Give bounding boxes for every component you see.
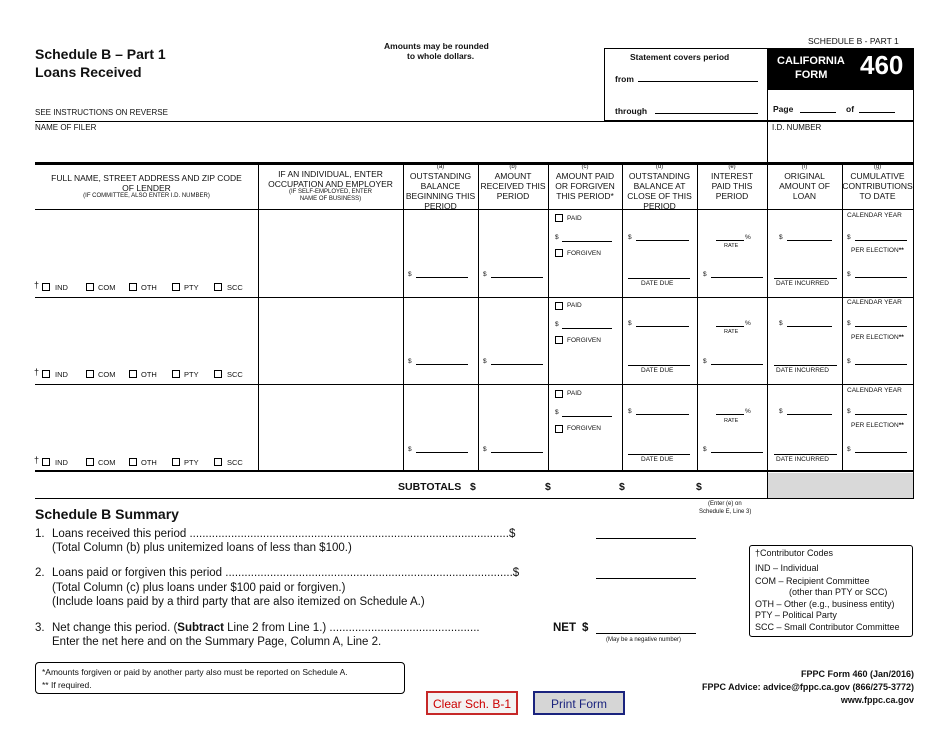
ind-label: IND <box>55 283 68 292</box>
dollar-sign: $ <box>847 408 851 415</box>
date-due-label: DATE DUE <box>641 280 674 287</box>
subtotal-e-field[interactable] <box>706 476 764 494</box>
pty-label: PTY <box>184 283 199 292</box>
per-election-text: PER ELECTION <box>851 334 899 341</box>
amount-received-field[interactable] <box>491 452 543 453</box>
oth-label: OTH <box>141 283 157 292</box>
balance-beginning-field[interactable] <box>416 452 468 453</box>
calendar-year-field[interactable] <box>855 414 907 415</box>
col-divider <box>697 165 698 470</box>
summary-title: Schedule B Summary <box>35 506 179 522</box>
paid-checkbox[interactable] <box>555 390 563 398</box>
row-divider <box>35 470 914 472</box>
code-scc: SCC – Small Contributor Committee <box>755 622 900 632</box>
subtotal-e-dollar: $ <box>696 481 702 493</box>
paid-checkbox[interactable] <box>555 214 563 222</box>
per-election-field[interactable] <box>855 452 907 453</box>
dollar-sign: $ <box>628 320 632 327</box>
row-divider <box>35 384 914 385</box>
per-election-text: PER ELECTION <box>851 247 899 254</box>
rate-label: RATE <box>724 243 739 249</box>
footnote-2: ** If required. <box>42 680 92 690</box>
scc-label: SCC <box>227 283 243 292</box>
interest-rate-field[interactable] <box>716 414 744 415</box>
original-amount-field[interactable] <box>787 414 832 415</box>
line2-field[interactable] <box>596 578 696 579</box>
dollar-sign: $ <box>779 320 783 327</box>
scc-checkbox[interactable] <box>214 458 222 466</box>
balance-close-field[interactable] <box>636 326 689 327</box>
forgiven-checkbox[interactable] <box>555 336 563 344</box>
rounding-note: Amounts may be rounded <box>384 41 489 51</box>
dollar-sign: $ <box>779 234 783 241</box>
subtotal-a-field[interactable] <box>480 476 542 494</box>
subtotal-a-dollar: $ <box>470 481 476 493</box>
form-number: 460 <box>860 50 904 80</box>
ind-checkbox[interactable] <box>42 370 50 378</box>
col-header-e: (e) INTEREST PAID THIS PERIOD <box>710 164 754 201</box>
com-label: COM <box>98 283 116 292</box>
enter-note-2: Schedule E, Line 3) <box>699 509 752 515</box>
forgiven-checkbox[interactable] <box>555 425 563 433</box>
dollar-sign: $ <box>703 271 707 278</box>
interest-paid-field[interactable] <box>711 277 763 278</box>
scc-label: SCC <box>227 370 243 379</box>
line1-text: Loans received this period ....................................................................................................$ <box>52 528 516 540</box>
per-election-label <box>851 247 904 254</box>
balance-close-field[interactable] <box>636 240 689 241</box>
amount-received-field[interactable] <box>491 364 543 365</box>
date-due-field[interactable] <box>628 365 690 366</box>
dollar-sign: $ <box>483 446 487 453</box>
date-due-label: DATE DUE <box>641 367 674 374</box>
com-checkbox[interactable] <box>86 458 94 466</box>
interest-paid-field[interactable] <box>711 452 763 453</box>
percent-sign: % <box>745 320 751 327</box>
double-star: ** <box>898 422 904 429</box>
per-election-field[interactable] <box>855 364 907 365</box>
page-title: Schedule B – Part 1 <box>35 46 166 62</box>
calendar-year-field[interactable] <box>855 326 907 327</box>
col-divider <box>548 165 549 470</box>
dollar-sign: $ <box>483 358 487 365</box>
see-instructions: SEE INSTRUCTIONS ON REVERSE <box>35 108 168 117</box>
dollar-sign: $ <box>408 358 412 365</box>
statement-period-label: Statement covers period <box>630 52 730 62</box>
of-label: of <box>846 104 855 114</box>
date-incurred-field[interactable] <box>774 454 837 455</box>
occupation-field[interactable] <box>261 300 399 380</box>
col-header-occupation: IF AN INDIVIDUAL, ENTER OCCUPATION AND EMPLOYER (IF SELF-EMPLOYED, ENTER NAME OF BUSINESS) <box>268 169 393 202</box>
amount-paid-field[interactable] <box>562 328 612 329</box>
oth-label: OTH <box>141 458 157 467</box>
through-label: through <box>615 106 648 116</box>
line1-field[interactable] <box>596 538 696 539</box>
row-divider <box>35 297 914 298</box>
col-header-a: (a) OUTSTANDING BALANCE BEGINNING THIS PERIOD <box>405 164 476 211</box>
pty-checkbox[interactable] <box>172 458 180 466</box>
line3-text-c: Line 2 from Line 1.) ............................................... <box>223 622 480 634</box>
print-form-button[interactable]: Print Form <box>533 691 625 715</box>
line2-text: Loans paid or forgiven this period ..........................................................................................$ <box>52 567 520 579</box>
interest-rate-field[interactable] <box>716 240 744 241</box>
double-star: ** <box>898 247 904 254</box>
code-oth: OTH – Other (e.g., business entity) <box>755 599 895 609</box>
com-checkbox[interactable] <box>86 283 94 291</box>
dollar-sign: $ <box>847 234 851 241</box>
code-ind: IND – Individual <box>755 563 819 573</box>
subtotal-b-dollar: $ <box>545 481 551 493</box>
dollar-sign: $ <box>847 446 851 453</box>
line3-subtract: Subtract <box>177 622 224 634</box>
col-header-b: (b) AMOUNT RECEIVED THIS PERIOD <box>480 164 546 201</box>
line3-field[interactable] <box>596 633 696 634</box>
dollar-sign: $ <box>628 234 632 241</box>
lender-name-field[interactable] <box>38 212 254 276</box>
divider <box>35 121 914 122</box>
dagger-mark: † <box>34 367 40 377</box>
line1-number: 1. <box>35 528 45 540</box>
rate-label: RATE <box>724 329 739 335</box>
date-incurred-field[interactable] <box>774 278 837 279</box>
footnote-1: *Amounts forgiven or paid by another party also must be reported on Schedule A. <box>42 667 348 677</box>
amount-paid-field[interactable] <box>562 416 612 417</box>
balance-close-field[interactable] <box>636 414 689 415</box>
date-incurred-label: DATE INCURRED <box>776 280 829 287</box>
col-divider <box>258 165 259 470</box>
col-divider <box>767 165 768 498</box>
calendar-year-label: CALENDAR YEAR <box>847 299 902 306</box>
through-field[interactable] <box>655 113 758 114</box>
balance-beginning-field[interactable] <box>416 364 468 365</box>
lender-name-field[interactable] <box>38 387 254 449</box>
code-com-note: (other than PTY or SCC) <box>789 587 888 597</box>
ind-checkbox[interactable] <box>42 283 50 291</box>
page-label: Page <box>773 104 794 114</box>
rounding-note-2: to whole dollars. <box>407 51 475 61</box>
com-label: COM <box>98 458 116 467</box>
scc-checkbox[interactable] <box>214 283 222 291</box>
pty-checkbox[interactable] <box>172 370 180 378</box>
date-due-field[interactable] <box>628 454 690 455</box>
fppc-advice: FPPC Advice: advice@fppc.ca.gov (866/275-3772) <box>701 682 914 692</box>
original-amount-field[interactable] <box>787 240 832 241</box>
col-header-c: (c) AMOUNT PAID OR FORGIVEN THIS PERIOD* <box>555 164 615 201</box>
ind-checkbox[interactable] <box>42 458 50 466</box>
rate-label: RATE <box>724 418 739 424</box>
ind-label: IND <box>55 458 68 467</box>
date-incurred-label: DATE INCURRED <box>776 456 829 463</box>
pty-checkbox[interactable] <box>172 283 180 291</box>
scc-checkbox[interactable] <box>214 370 222 378</box>
paid-label: PAID <box>567 302 582 309</box>
line1-sub: (Total Column (b) plus unitemized loans of less than $100.) <box>52 542 352 554</box>
line3-text-a: Net change this period. ( <box>52 622 178 634</box>
fppc-website: www.fppc.ca.gov <box>840 695 914 705</box>
subtotal-b-field[interactable] <box>555 476 617 494</box>
amount-received-field[interactable] <box>491 277 543 278</box>
double-star: ** <box>898 334 904 341</box>
page-subtitle: Loans Received <box>35 64 142 80</box>
dollar-sign: $ <box>628 408 632 415</box>
per-election-label <box>851 422 904 429</box>
line3-text <box>52 622 480 634</box>
negative-note: (May be a negative number) <box>606 637 682 643</box>
dagger-mark: † <box>34 455 40 465</box>
date-due-field[interactable] <box>628 278 690 279</box>
california-label: CALIFORNIA <box>777 55 845 67</box>
divider <box>913 121 914 163</box>
id-number-label: I.D. NUMBER <box>772 123 822 132</box>
dollar-sign: $ <box>555 234 559 241</box>
com-label: COM <box>98 370 116 379</box>
dollar-sign: $ <box>779 408 783 415</box>
line3-number: 3. <box>35 622 45 634</box>
oth-checkbox[interactable] <box>129 458 137 466</box>
occupation-field[interactable] <box>261 387 399 467</box>
name-of-filer-field[interactable] <box>35 131 767 161</box>
date-incurred-field[interactable] <box>774 365 837 366</box>
forgiven-label: FORGIVEN <box>567 250 601 257</box>
col-divider <box>842 165 843 470</box>
subtotals-label: SUBTOTALS <box>398 481 462 493</box>
ind-label: IND <box>55 370 68 379</box>
enter-note: (Enter (e) on <box>708 501 742 507</box>
from-label: from <box>615 74 634 84</box>
dollar-sign: $ <box>555 321 559 328</box>
forgiven-label: FORGIVEN <box>567 425 601 432</box>
dollar-sign: $ <box>483 271 487 278</box>
percent-sign: % <box>745 234 751 241</box>
dagger-mark: † <box>34 280 40 290</box>
subtotal-c-field[interactable] <box>629 476 691 494</box>
col-divider <box>478 165 479 470</box>
per-election-label <box>851 334 904 341</box>
oth-checkbox[interactable] <box>129 283 137 291</box>
dollar-sign: $ <box>847 271 851 278</box>
calendar-year-label: CALENDAR YEAR <box>847 387 902 394</box>
balance-beginning-field[interactable] <box>416 277 468 278</box>
lender-name-field[interactable] <box>38 300 254 362</box>
form-id: FPPC Form 460 (Jan/2016) <box>800 669 914 679</box>
subtotal-shade <box>768 473 913 498</box>
pty-label: PTY <box>184 370 199 379</box>
code-pty: PTY – Political Party <box>755 610 837 620</box>
page-field[interactable] <box>800 112 836 113</box>
pty-label: PTY <box>184 458 199 467</box>
dollar-sign: $ <box>847 358 851 365</box>
amount-paid-field[interactable] <box>562 241 612 242</box>
dollar-sign: $ <box>555 409 559 416</box>
col-divider <box>913 165 914 498</box>
subtotal-c-dollar: $ <box>619 481 625 493</box>
col-header-d: (d) OUTSTANDING BALANCE AT CLOSE OF THIS PERIOD <box>627 164 692 211</box>
col-header-lender: FULL NAME, STREET ADDRESS AND ZIP CODE OF LENDER (IF COMMITTEE, ALSO ENTER I.D. NUMBER) <box>51 173 242 199</box>
code-com: COM – Recipient Committee <box>755 576 870 586</box>
line2-sub-2: (Include loans paid by a third party that are also itemized on Schedule A.) <box>52 596 425 608</box>
line2-number: 2. <box>35 567 45 579</box>
interest-paid-field[interactable] <box>711 364 763 365</box>
net-label: NET <box>553 622 576 634</box>
line3-sub: Enter the net here and on the Summary Page, Column A, Line 2. <box>52 636 382 648</box>
col-header-g: (g) CUMULATIVE CONTRIBUTIONS TO DATE <box>842 164 913 201</box>
per-election-text: PER ELECTION <box>851 422 899 429</box>
dollar-sign: $ <box>408 271 412 278</box>
date-incurred-label: DATE INCURRED <box>776 367 829 374</box>
id-number-field[interactable] <box>772 131 910 161</box>
forgiven-checkbox[interactable] <box>555 249 563 257</box>
com-checkbox[interactable] <box>86 370 94 378</box>
dollar-sign: $ <box>408 446 412 453</box>
scc-label: SCC <box>227 458 243 467</box>
oth-label: OTH <box>141 370 157 379</box>
per-election-field[interactable] <box>855 277 907 278</box>
occupation-field[interactable] <box>261 212 399 292</box>
date-due-label: DATE DUE <box>641 456 674 463</box>
dollar-sign: $ <box>703 446 707 453</box>
line2-sub: (Total Column (c) plus loans under $100 paid or forgiven.) <box>52 582 346 594</box>
form-word-label: FORM <box>795 69 828 81</box>
original-amount-field[interactable] <box>787 326 832 327</box>
net-dollar: $ <box>582 622 589 634</box>
of-field[interactable] <box>859 112 895 113</box>
dollar-sign: $ <box>703 358 707 365</box>
from-field[interactable] <box>638 81 758 82</box>
divider <box>767 121 768 163</box>
col-header-f: (f) ORIGINAL AMOUNT OF LOAN <box>779 164 830 201</box>
subtotal-bottom <box>35 498 914 499</box>
contributor-codes-title: †Contributor Codes <box>755 548 834 558</box>
paid-label: PAID <box>567 390 582 397</box>
oth-checkbox[interactable] <box>129 370 137 378</box>
clear-schedule-button[interactable]: Clear Sch. B-1 <box>426 691 518 715</box>
calendar-year-label: CALENDAR YEAR <box>847 212 902 219</box>
forgiven-label: FORGIVEN <box>567 337 601 344</box>
name-of-filer-label: NAME OF FILER <box>35 123 97 132</box>
percent-sign: % <box>745 408 751 415</box>
schedule-label: SCHEDULE B - PART 1 <box>808 36 899 46</box>
interest-rate-field[interactable] <box>716 326 744 327</box>
paid-label: PAID <box>567 215 582 222</box>
dollar-sign: $ <box>847 320 851 327</box>
paid-checkbox[interactable] <box>555 302 563 310</box>
calendar-year-field[interactable] <box>855 240 907 241</box>
